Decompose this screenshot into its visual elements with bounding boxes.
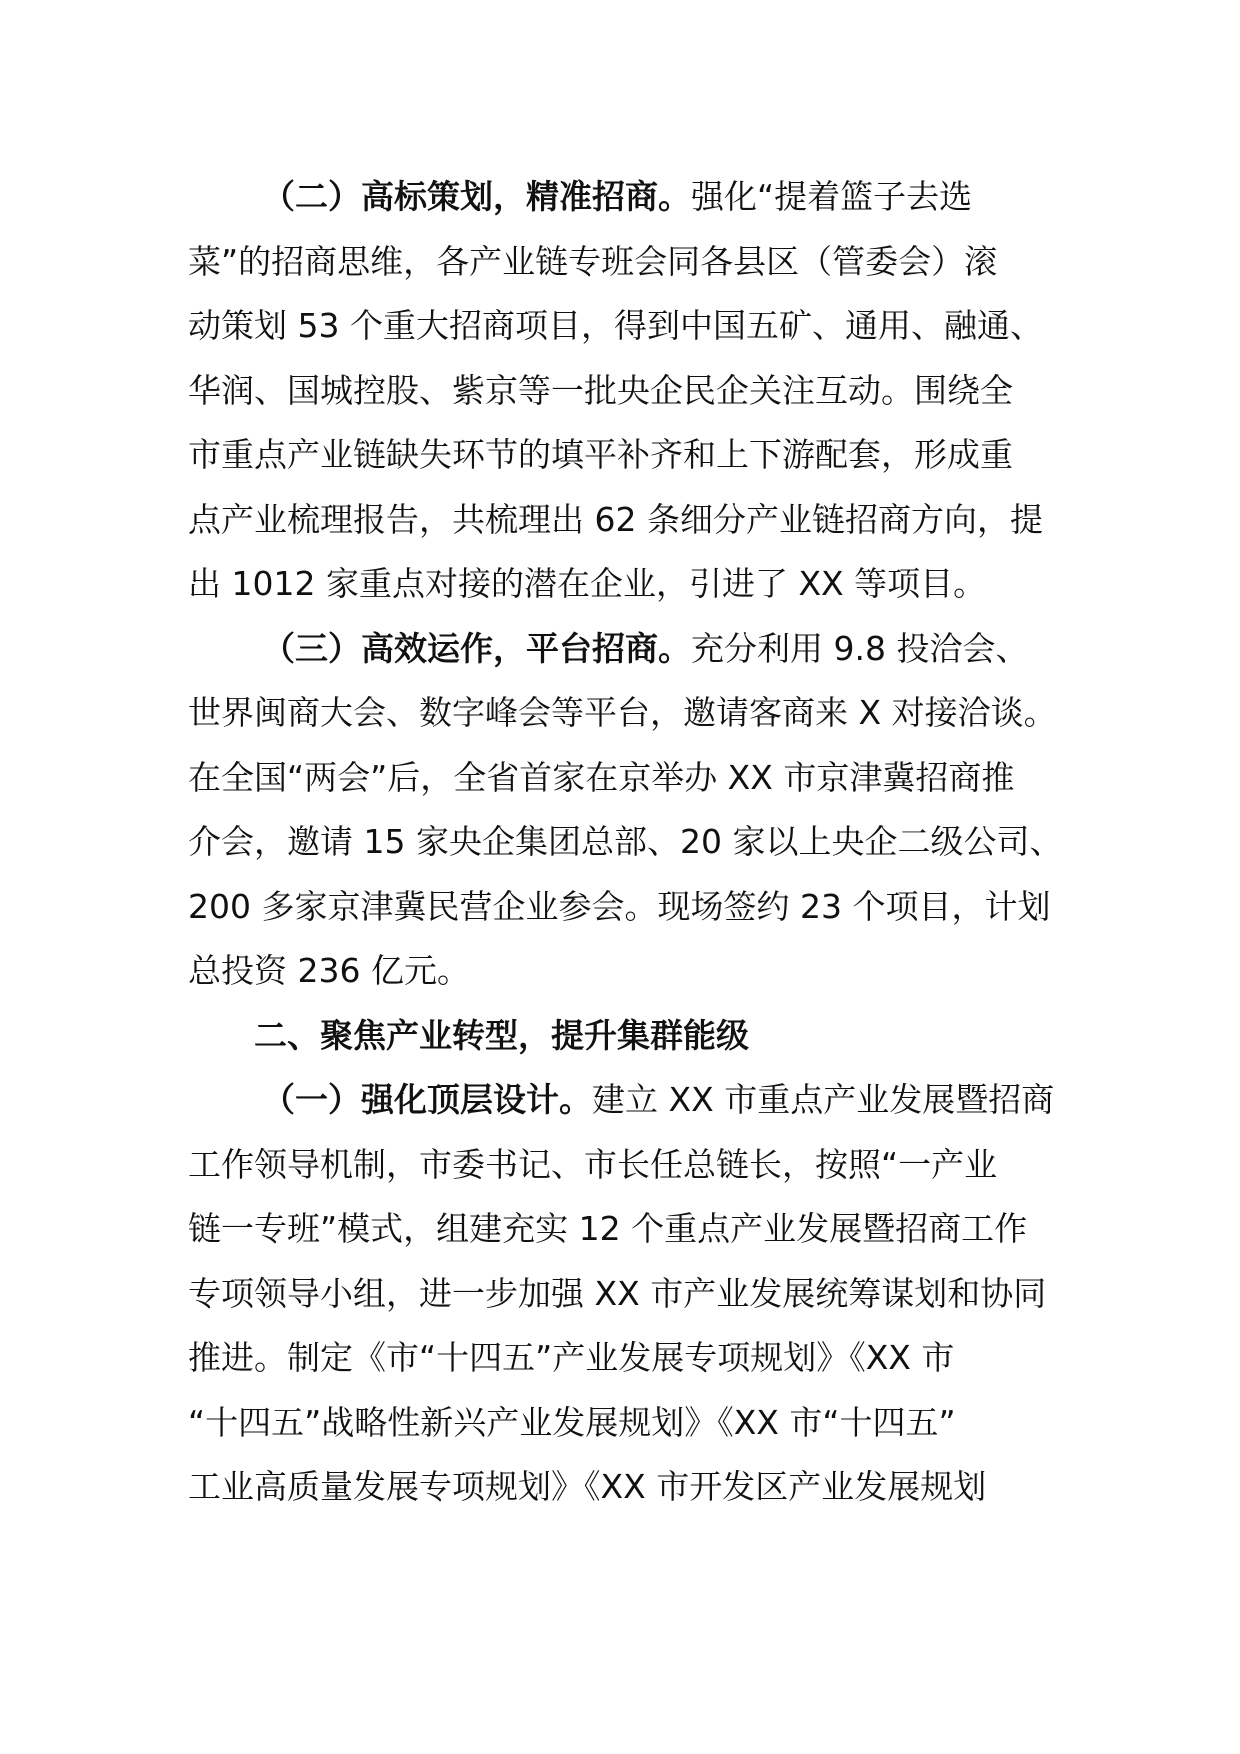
paragraph-line: “十四五”战略性新兴产业发展规划》《XX 市“十四五” [188, 1402, 956, 1442]
paragraph-text: 充分利用 9.8 投洽会、 [691, 628, 1029, 668]
paragraph-line: 世界闽商大会、数字峰会等平台，邀请客商来 X 对接洽谈。 [188, 693, 1057, 732]
paragraph-line: 动策划 53 个重大招商项目，得到中国五矿、通用、融通、 [188, 306, 1043, 345]
paragraph-line: 200 多家京津冀民营企业参会。现场签约 23 个项目，计划 [188, 886, 1051, 926]
paragraph-line: 工作领导机制，市委书记、市长任总链长，按照“一产业 [188, 1144, 998, 1184]
paragraph-platform-investment [188, 617, 1063, 1004]
paragraph-line: 链一专班”模式，组建充实 12 个重点产业发展暨招商工作 [188, 1209, 1028, 1248]
paragraph-line: 介会，邀请 15 家央企集团总部、20 家以上央企二级公司、 [188, 822, 1063, 861]
paragraph-line: 在全国“两会”后，全省首家在京举办 XX 市京津冀招商推 [188, 757, 1015, 797]
paragraph-first-line [188, 617, 1053, 682]
paragraph-precise-investment [188, 165, 1053, 617]
paragraph-line: 专项领导小组，进一步加强 XX 市产业发展统筹谋划和协同 [188, 1273, 1047, 1313]
paragraph-line: 总投资 236 亿元。 [188, 951, 470, 990]
paragraph-first-line [188, 165, 1053, 230]
paragraph-line: 菜”的招商思维，各产业链专班会同各县区（管委会）滚 [188, 241, 998, 281]
paragraph-text: 强化“提着篮子去选 [691, 177, 973, 216]
paragraph-line: 华润、国城控股、紫京等一批央企民企关注互动。围绕全 [188, 370, 1013, 410]
paragraph-line: 市重点产业链缺失环节的填平补齐和上下游配套，形成重 [188, 435, 1013, 474]
paragraph-first-line [188, 1068, 1053, 1133]
document-body [188, 165, 1063, 1520]
paragraph-lead: （一）强化顶层设计。 [262, 1080, 592, 1119]
paragraph-line: 出 1012 家重点对接的潜在企业，引进了 XX 等项目。 [188, 564, 987, 603]
paragraph-text: 建立 XX 市重点产业发展暨招商 [592, 1080, 1055, 1119]
paragraph-line: 点产业梳理报告，共梳理出 62 条细分产业链招商方向，提 [188, 499, 1043, 539]
paragraph-lead: （二）高标策划，精准招商。 [262, 177, 691, 216]
paragraph-top-level-design [188, 1068, 1053, 1520]
paragraph-line: 推进。制定《市“十四五”产业发展专项规划》《XX 市 [188, 1338, 955, 1377]
paragraph-line: 工业高质量发展专项规划》《XX 市开发区产业发展规划 [188, 1467, 987, 1506]
section-heading: 二、聚焦产业转型，提升集群能级 [254, 1015, 749, 1055]
paragraph-lead: （三）高效运作，平台招商。 [262, 628, 691, 668]
